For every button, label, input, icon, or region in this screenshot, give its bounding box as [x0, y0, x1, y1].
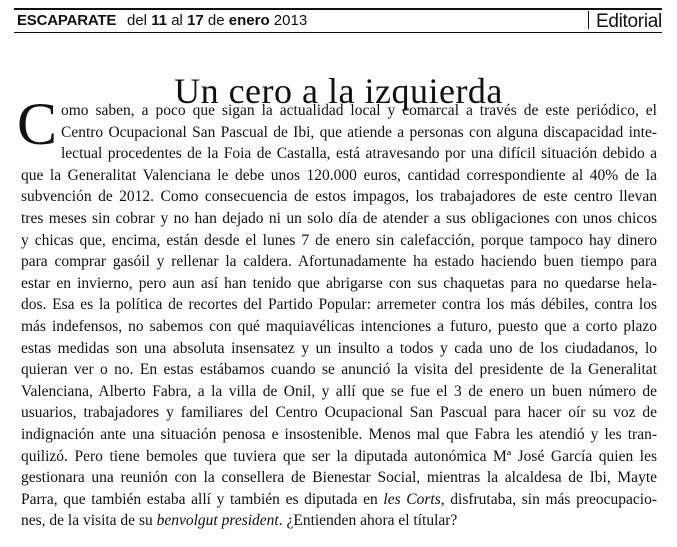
body-line: estas medidas son una absoluta insensatez y un insulto a todos y cada uno de los ciudadanos, lo [21, 339, 657, 357]
masthead-bar [14, 8, 662, 34]
body-line: estar en invierno, pero aun así han tenido que abrigarse con sus chaquetas para no quedarse hela- [21, 274, 657, 292]
body-line: Valenciana, Alberto Fabra, a la villa de Onil, y allí que se fue el 3 de enero un buen número de [21, 382, 657, 400]
date-day-end: 17 [187, 12, 204, 29]
body-line: y chicas que, encima, están desde el lunes 7 de enero sin calefacción, porque tampoco hay dinero [21, 231, 657, 249]
drop-cap: C [17, 91, 58, 157]
header-divider [588, 11, 589, 29]
body-line: más indefensos, no sabemos con qué maquiavélicas intenciones a futuro, puesto que a corto plazo [21, 317, 657, 335]
body-line: dos. Esa es la política de recortes del Partido Popular: arremeter contra los más débiles, contra los [21, 296, 657, 314]
top-rule [14, 8, 662, 10]
body-line: tres meses sin cobrar y no han dejado ni un solo día de atender a sus obligaciones con unos chicos [21, 209, 657, 227]
body-line: subvención de 2012. Como consecuencia de estos impagos, los trabajadores de este centro llevan [21, 188, 657, 206]
date-de: de [203, 12, 229, 29]
article-title: Un cero a la izquierda [174, 71, 503, 112]
date-prefix: del [127, 12, 152, 29]
body-line: indignación ante una situación penosa e insostenible. Menos mal que Fabra les atendió y les tran- [21, 425, 657, 443]
body-line [21, 510, 657, 532]
body-text: nes, de la visita de su [21, 512, 157, 530]
body-line [21, 489, 657, 511]
body-text: Parra, que también estaba allí y también es diputada en [21, 490, 384, 508]
section-tag: Editorial [596, 11, 662, 32]
body-line: Centro Ocupacional San Pascual de Ibi, que atiende a personas con alguna discapacidad inte- [61, 123, 657, 141]
bottom-rule [14, 32, 662, 33]
italic-term-benvolgut: benvolgut president [156, 512, 279, 530]
issue-date [127, 12, 307, 29]
body-text: . ¿Entienden ahora el títular? [278, 512, 458, 530]
body-line: para comprar gasóil y rellenar la caldera. Afortunadamente ha estado haciendo buen tiempo para [21, 253, 657, 271]
date-year: 2013 [269, 12, 308, 29]
italic-term-les: les [383, 490, 407, 508]
body-line: usuarios, trabajadores y familiares del Centro Ocupacional San Pascual para hacer oír su voz de [21, 404, 657, 422]
body-line: gestionara una reunión con la consellera de Bienestar Social, mientras la alcaldesa de Ibi, Mayte [21, 469, 657, 487]
date-month: enero [228, 12, 270, 29]
italic-term-corts: Corts [406, 490, 441, 508]
date-day-start: 11 [151, 12, 168, 29]
section-name: ESCAPARATE [17, 12, 117, 29]
body-line: quieran ver o no. En estas estábamos cuando se anunció la visita del presidente de la Generalitat [21, 361, 657, 379]
body-line: quilizó. Pero tiene bemoles que tuviera que ser la diputada autonómica Mª José García quien les [21, 447, 657, 465]
body-text: , disfrutaba, sin más preocupacio- [440, 490, 657, 508]
body-line: lectual procedentes de la Foia de Castalla, está atravesando por una difícil situación debido a [61, 145, 657, 163]
date-mid: al [167, 12, 188, 29]
body-line: que la Generalitat Valenciana le debe unos 120.000 euros, cantidad correspondiente al 40% de la [21, 166, 657, 184]
body-line: omo saben, a poco que sigan la actualidad local y comarcal a través de este periódico, el [61, 102, 657, 119]
